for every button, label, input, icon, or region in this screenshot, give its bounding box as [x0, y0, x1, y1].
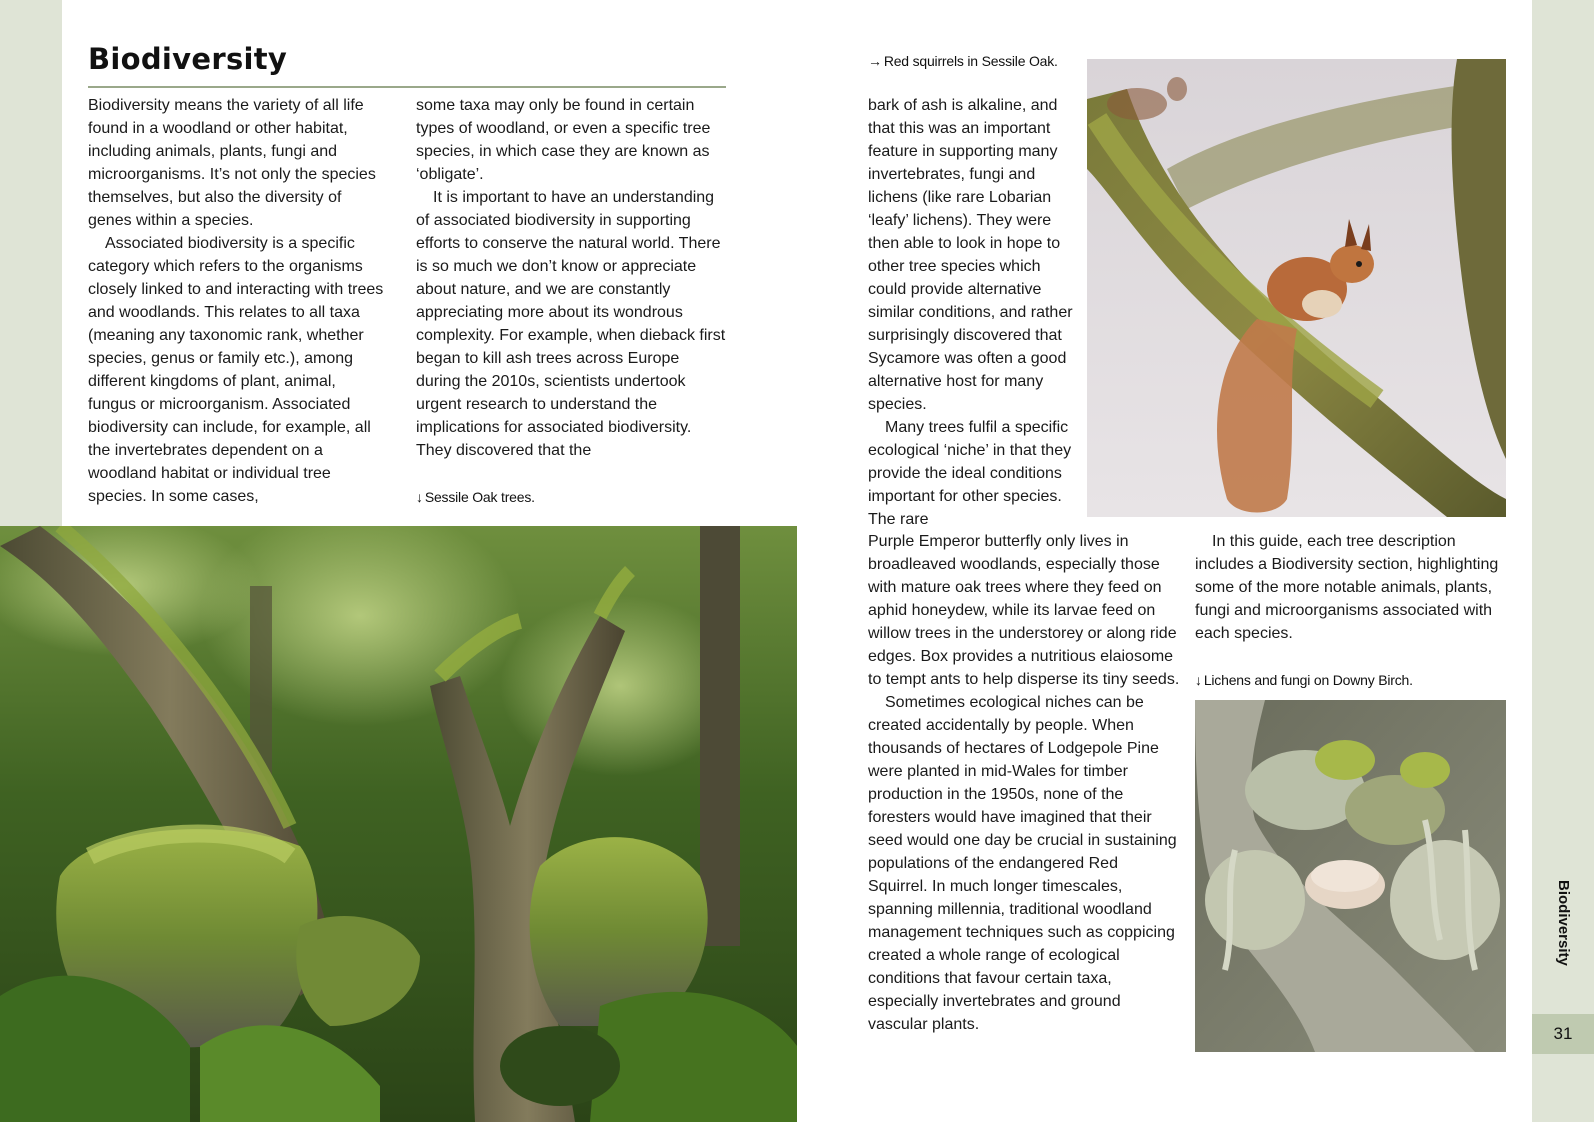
section-side-tab-label: Biodiversity [1555, 880, 1572, 966]
down-arrow-icon: ↓ [1195, 672, 1202, 688]
text-column-2 [416, 94, 726, 462]
title-underline [88, 86, 726, 88]
paragraph: It is important to have an understanding of associated biodiversity in supporting efforts to conserve the natural world. There is so much we don’t know or appreciate about nature, and we are constantly appreciating more about its wondrous complexity. For example, when dieback first began to kill ash trees across Europe during the 2010s, scientists undertook urgent research to understand the implications for associated biodiversity. They discovered that the [416, 189, 726, 459]
page-number: 31 [1532, 1014, 1594, 1054]
text-column-3-narrow [868, 94, 1073, 531]
paragraph: bark of ash is alkaline, and that this was an important feature in supporting many invertebrates, fungi and lichens (like rare Lobarian ‘leafy’ lichens). They were then able to look in hope to other tree species which could provide alternative similar conditions, and rather surprisingly discovered that Sycamore was often a good alternative host for many species. [868, 97, 1073, 413]
paragraph: some taxa may only be found in certain types of woodland, or even a specific tree species, in which case they are known as ‘obligate’. [416, 97, 711, 183]
photo-caption-squirrel: → Red squirrels in Sessile Oak. [868, 53, 1058, 69]
sessile-oak-photo [0, 526, 797, 1122]
paragraph: Associated biodiversity is a specific category which refers to the organisms closely linked to and interacting with trees and woodlands. This relates to all taxa (meaning any taxonomic rank, whether species, genus or family etc.), among different kingdoms of plant, animal, fungus or microorganism. Associated biodiversity can include, for example, all the invertebrates dependent on a woodland habitat or individual tree species. In some cases, [88, 235, 384, 505]
text-column-3-wide [868, 530, 1180, 1036]
section-side-tab [1532, 880, 1594, 1020]
red-squirrel-photo [1087, 59, 1506, 517]
paragraph: Sometimes ecological niches can be created accidentally by people. When thousands of hectares of Lodgepole Pine were planted in mid-Wales for timber production in the 1950s, none of the foresters would have imagined that their seed would one day be crucial in sustaining populations of the endangered Red Squirrel. In much longer timescales, spanning millennia, traditional woodland management techniques such as coppicing created a whole range of ecological conditions that favour certain taxa, especially invertebrates and ground vascular plants. [868, 694, 1177, 1033]
text-column-4 [1195, 530, 1515, 645]
photo-caption-birch: ↓ Lichens and fungi on Downy Birch. [1195, 672, 1413, 688]
text-column-1 [88, 94, 388, 508]
paragraph: In this guide, each tree description includes a Biodiversity section, highlighting some of the more notable animals, plants, fungi and microorganisms associated with each species. [1195, 533, 1499, 642]
page-title: Biodiversity [88, 42, 288, 76]
right-arrow-icon: → [868, 53, 882, 69]
paragraph: Many trees fulfil a specific ecological ‘niche’ in that they provide the ideal conditions important for other species. The rare [868, 419, 1072, 528]
downy-birch-lichen-photo [1195, 700, 1506, 1052]
paragraph: Purple Emperor butterfly only lives in broadleaved woodlands, especially those with mature oak trees where they feed on aphid honeydew, while its larvae feed on willow trees in the understorey or along ride edges. Box provides a nutritious elaiosome to tempt ants to help disperse its tiny seeds. [868, 533, 1180, 688]
photo-caption-oak: ↓ Sessile Oak trees. [416, 489, 535, 505]
down-arrow-icon: ↓ [416, 489, 423, 505]
paragraph: Biodiversity means the variety of all life found in a woodland or other habitat, including animals, plants, fungi and microorganisms. It’s not only the species themselves, but also the diversity of genes within a species. [88, 97, 376, 229]
